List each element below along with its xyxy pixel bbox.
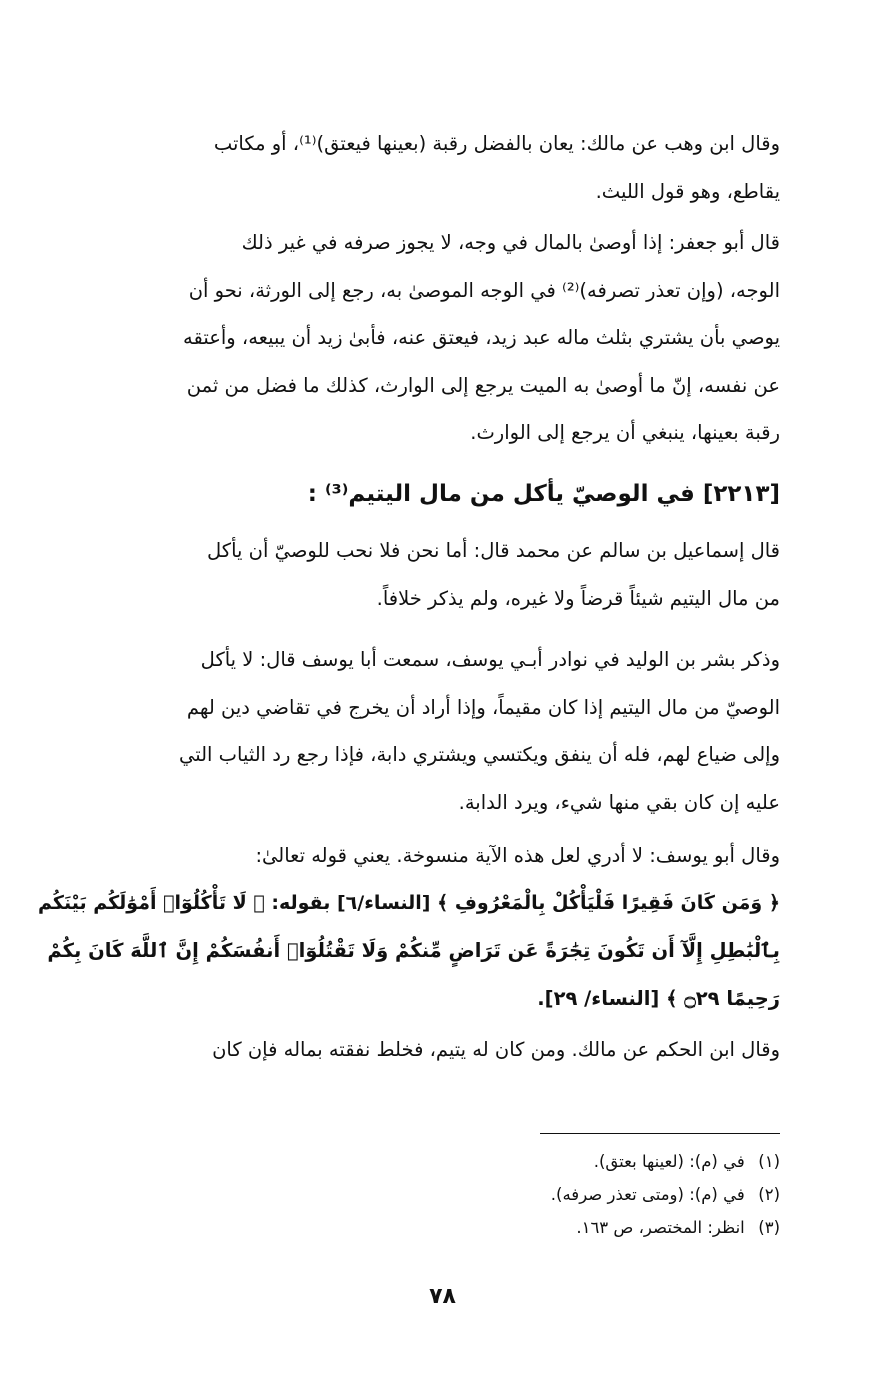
section-number: [٢٢١٣] [702, 481, 780, 507]
footnotes [24, 1145, 780, 1244]
page-number: ٧٨ [429, 1284, 456, 1309]
text-line: الوجه، (وإن تعذر تصرفه)⁽²⁾ في الوجه الموصىٰ به، رجع إلى الورثة، نحو أن [188, 278, 780, 302]
footnote [24, 1211, 780, 1244]
footnote [24, 1178, 780, 1211]
paragraph-5 [24, 832, 780, 1022]
footnote-text: انظر: المختصر، ص ١٦٣. [576, 1218, 745, 1237]
footnote [24, 1145, 780, 1178]
text-line: وذكر بشر بن الوليد في نوادر أبـي يوسف، سمعت أبا يوسف قال: لا يأكل [200, 648, 780, 671]
paragraph-3 [24, 527, 780, 622]
text-line: يقاطع، وهو قول الليث. [595, 179, 780, 203]
text-line: قال أبو جعفر: إذا أوصىٰ بالمال في وجه، لا يجوز صرفه في غير ذلك [241, 231, 780, 254]
text-line: يوصي بأن يشتري بثلث ماله عبد زيد، فيعتق عنه، فأبىٰ زيد أن يبيعه، وأعتقه [183, 326, 780, 349]
text-line: قال إسماعيل بن سالم عن محمد قال: أما نحن فلا نحب للوصيّ أن يأكل [207, 539, 780, 562]
quran-verse-line: ﴿ وَمَن كَانَ فَقِيرًا فَلْيَأْكُلْ بِالْمَعْرُوفِ ﴾ [النساء/٦] بقوله: ﴿ لَا تَأْكُلُوٓا۟ أَمْوَٰلَكُم بَيْنَكُم [38, 891, 780, 914]
paragraph-2 [24, 219, 780, 457]
text-line: من مال اليتيم شيئاً قرضاً ولا غيره، ولم يذكر خلافاً. [376, 586, 780, 610]
text-line: رقبة بعينها، ينبغي أن يرجع إلى الوارث. [470, 421, 780, 444]
text-line: وقال ابن وهب عن مالك: يعان بالفضل رقبة (بعينها فيعتق)⁽¹⁾، أو مكاتب [213, 132, 780, 155]
footnote-text: في (م): (ومتى تعذر صرفه). [550, 1185, 745, 1204]
text-line: وإلى ضياع لهم، فله أن ينفق ويكتسي ويشتري دابة، فإذا رجع رد الثياب التي [178, 743, 780, 766]
footnote-separator [540, 1133, 780, 1134]
footnote-number: (١) [758, 1152, 780, 1171]
paragraph-6 [24, 1026, 780, 1074]
text-line: عليه إن كان بقي منها شيء، ويرد الدابة. [458, 790, 780, 814]
quran-verse-line: رَحِيمًا ۝٢٩ ﴾ [النساء/ ٢٩]. [537, 986, 780, 1010]
footnote-number: (٣) [758, 1218, 780, 1237]
section-heading [24, 470, 780, 518]
footnote-text: في (م): (لعينها بعتق). [593, 1152, 745, 1171]
text-line: وقال أبو يوسف: لا أدري لعل هذه الآية منسوخة. يعني قوله تعالىٰ: [255, 844, 780, 867]
text-line: وقال ابن الحكم عن مالك. ومن كان له يتيم، فخلط نفقته بماله فإن كان [212, 1038, 780, 1061]
section-title: في الوصيّ يأكل من مال اليتيم⁽³⁾ : [307, 481, 695, 507]
text-line: الوصيّ من مال اليتيم إذا كان مقيماً، وإذا أراد أن يخرج في تقاضي دين لهم [186, 695, 780, 719]
text-line: عن نفسه، إنّ ما أوصىٰ به الميت يرجع إلى الوارث، كذلك ما فضل من ثمن [186, 373, 780, 397]
footnote-number: (٢) [758, 1185, 780, 1204]
paragraph-4 [24, 636, 780, 826]
paragraph-1 [24, 120, 780, 215]
quran-verse-line: بِٱلْبَٰطِلِ إِلَّآ أَن تَكُونَ تِجَٰرَةً عَن تَرَاضٍ مِّنكُمْ وَلَا تَقْتُلُوٓا۟ أَنفُسَكُمْ إِنَّ ٱللَّهَ كَانَ بِكُمْ [47, 939, 780, 962]
